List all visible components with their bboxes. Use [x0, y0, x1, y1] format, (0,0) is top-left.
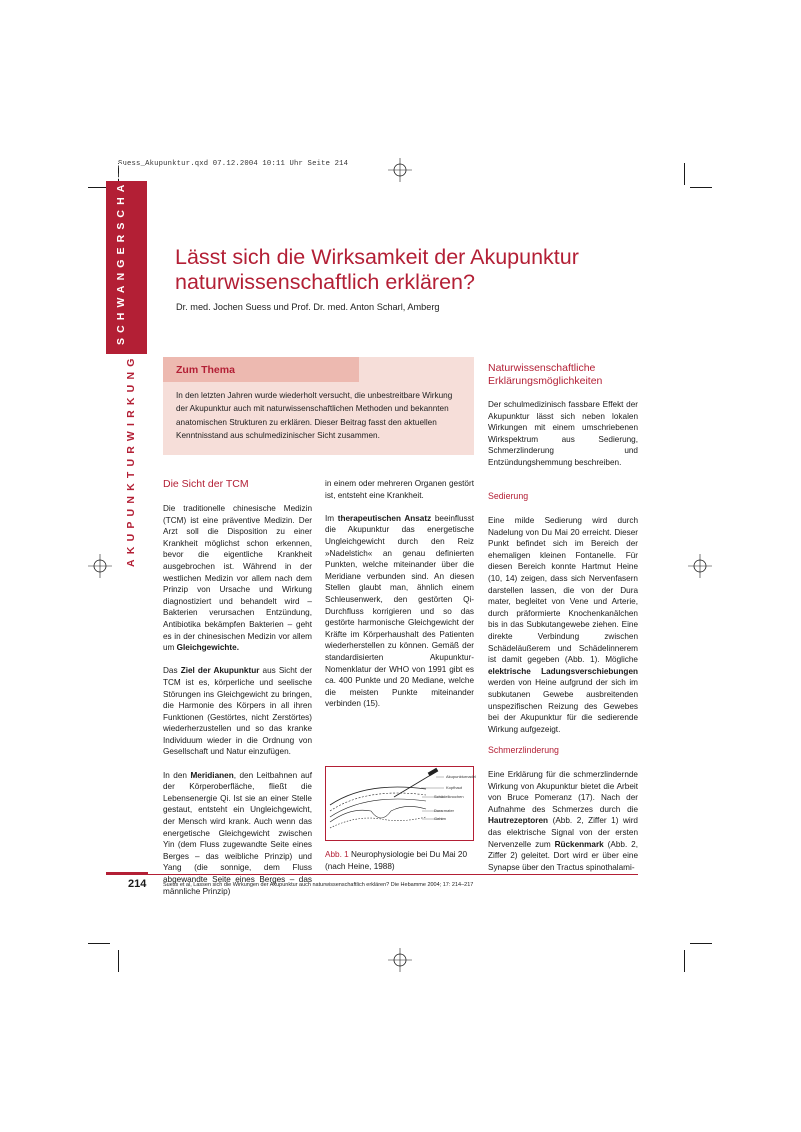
subheading-sedierung: Sedierung — [488, 491, 529, 501]
col2-body — [325, 478, 474, 721]
figure-label-dura: Dura mater — [434, 808, 455, 813]
col3-paragraph-3: Eine Erklärung für die schmerzlindernde Wirkung von Akupunktur bietet die Arbeit von Bruce Pomeranz (17). Nach der Aufnahme des Schmerzes durch die Hautrezeptoren (Abb. 2, Ziffer 1) wird das elektrische Signal von der ersten Nervenzelle zum Rückenmark (Abb. 2, Ziffer 2) geleitet. Dort wird er über eine Synapse über den Tractus spinothalami- — [488, 770, 639, 872]
col3-paragraph-2: Eine milde Sedierung wird durch Nadelung von Du Mai 20 erreicht. Dieser Punkt befindet sich im Bereich der ehemaligen kleinen Fontanelle. Für diesen Bereich konnte Hartmut Heine (10, 14) zeigen, dass sich Nervenfasern darstellen lassen, die von der Dura mater, begleitet von Vene und Arterie, durch präformierte Knochenkanälchen bis in das Subkutangewebe ziehen. Eine direkte Verbindung zwischen Schädeläußerem und Schädelinnerem ist damit gegeben (Abb. 1). Mögliche elektrische Ladungsverschiebungen werden von Heine aufgrund der sich im subkutanen Gewebe ausbreitenden unspezifischen Reizung des Gewebes bei der Akupunktur für die sedierende Wirkung aufgezeigt. — [488, 516, 638, 734]
page-number: 214 — [128, 878, 147, 890]
zum-thema-label: Zum Thema — [176, 364, 235, 376]
registration-target-bottom — [388, 948, 412, 972]
col3-heading: Naturwissenschaftliche Erklärungsmöglichkeiten — [488, 362, 603, 387]
col1-paragraph-2: Das Ziel der Akupunktur aus Sicht der TCM ist es, körperliche und seelische Störungen ins Gleichgewicht zu bringen, die Harmonie des Körpers in all ihren Funktionen (Gestörtes, nicht Zerstörtes) wiederherzustellen und so das kranke Individuum wieder in die Ordnung von Gesellschaft und Natur einzufügen. — [163, 666, 312, 757]
zum-thema-text: In den letzten Jahren wurde wiederholt versucht, die unbestreitbare Wirkung der Akupunktur auch mit naturwissenschaftlichen Methoden und bekannten anatomischen Strukturen zu erklären. Dieser Beitrag fasst den aktuellen Kenntnisstand aus schulmedizinischer Sicht zusammen. — [176, 391, 453, 441]
registration-target-top — [388, 158, 412, 182]
figure-caption: Abb. 1 Neurophysiologie bei Du Mai 20 (nach Heine, 1988) — [325, 850, 468, 871]
figure-label-skull: Schädelknochen — [434, 794, 464, 799]
col1-paragraph-1: Die traditionelle chinesische Medizin (TCM) ist eine präventive Medizin. Der Arzt soll die Disposition zu einer Krankheit möglichst schon erkennen, bevor die eigentliche Krankheit ausgebrochen ist. Während in der westlichen Medizin vor allem nach dem Prinzip von Ursache und Wirkung diagnostiziert und behandelt wird – Bakterien verursachen Entzündung, Antibiotika bekämpfen Bakterien – geht es in der chinesischen Medizin vor allem um Gleichgewichte. — [163, 504, 312, 653]
footer-citation: Suess et al, Lassen sich die Wirkungen der Akupunktur auch naturwissenschaftlich erklären? Die Hebamme 2004; 17: 214–217 — [163, 882, 474, 888]
article-title: Lässt sich die Wirksamkeit der Akupunktur naturwissenschaftlich erklären? — [175, 245, 579, 294]
figure-label-needle: Akupunkturnadel — [446, 774, 477, 779]
section-side-label: AKUPUNKTURWIRKUNG — [125, 353, 137, 567]
figure-label-brain: Gehirn — [434, 816, 447, 821]
col1-body — [163, 503, 312, 909]
skull-layers-diagram — [326, 767, 477, 840]
col1-heading: Die Sicht der TCM — [163, 478, 249, 490]
col3-paragraph-1: Der schulmedizinisch fassbare Effekt der Akupunktur lässt sich neben lokalen Wirkungen mit einem umschriebenen Wirkspektrum aus Sedierung, Schmerzlinderung und Entzündungshemmung beschreiben. — [488, 400, 638, 467]
figure-caption-label: Abb. 1 — [325, 850, 349, 859]
subheading-schmerzlinderung: Schmerzlinderung — [488, 745, 559, 755]
footer-rule — [106, 874, 638, 875]
figure-label-scalp: Kopfhaut — [446, 785, 463, 790]
col1-paragraph-3: In den Meridianen, den Leitbahnen auf der Körperoberfläche, fließt die Lebensenergie Qi. Ist sie an einer Stelle gestaut, entsteht ein Ungleichgewicht, der Mensch wird krank. Auch wenn das energetische Gleichgewicht zwischen Yin (dem Fluss zugewandte Seite eines Berges – das weibliche Prinzip) und Yang (die sonnige, dem Fluss abgewandte Seite eines Berges – das männliche Prinzip) — [163, 770, 312, 896]
col2-paragraph-2: Im therapeutischen Ansatz beeinflusst die Akupunktur das energetische Ungleichgewicht durch den Reiz »Nadelstich« an genau definierten Punkten, welche miteinander über die Meridiane verbunden sind. An diesen Stellen glaubt man, ähnlich einem Schleusenwerk, den gestörten Qi-Durchfluss korrigieren und so das gestörte harmonische Gleichgewicht der Kräfte im Körperhaushalt des Patienten wiederherstellen zu können. Gemäß der standardisierten Akupunktur-Nomenklatur der WHO von 1991 gibt es ca. 400 Punkte und 20 Mediane, welche die meisten Punkte miteinander verbinden (15). — [325, 513, 474, 709]
figure-neurophysiology — [325, 766, 477, 841]
registration-target-right — [688, 554, 712, 578]
article-authors: Dr. med. Jochen Suess und Prof. Dr. med. Anton Scharl, Amberg — [176, 302, 440, 312]
col2-paragraph-1: in einem oder mehreren Organen gestört ist, entsteht eine Krankheit. — [325, 479, 474, 500]
registration-target-left — [88, 554, 112, 578]
print-slug: Suess_Akupunktur.qxd 07.12.2004 10:11 Uhr Seite 214 — [118, 160, 349, 168]
section-band-label: SCHWANGERSCHAFT — [115, 156, 127, 345]
